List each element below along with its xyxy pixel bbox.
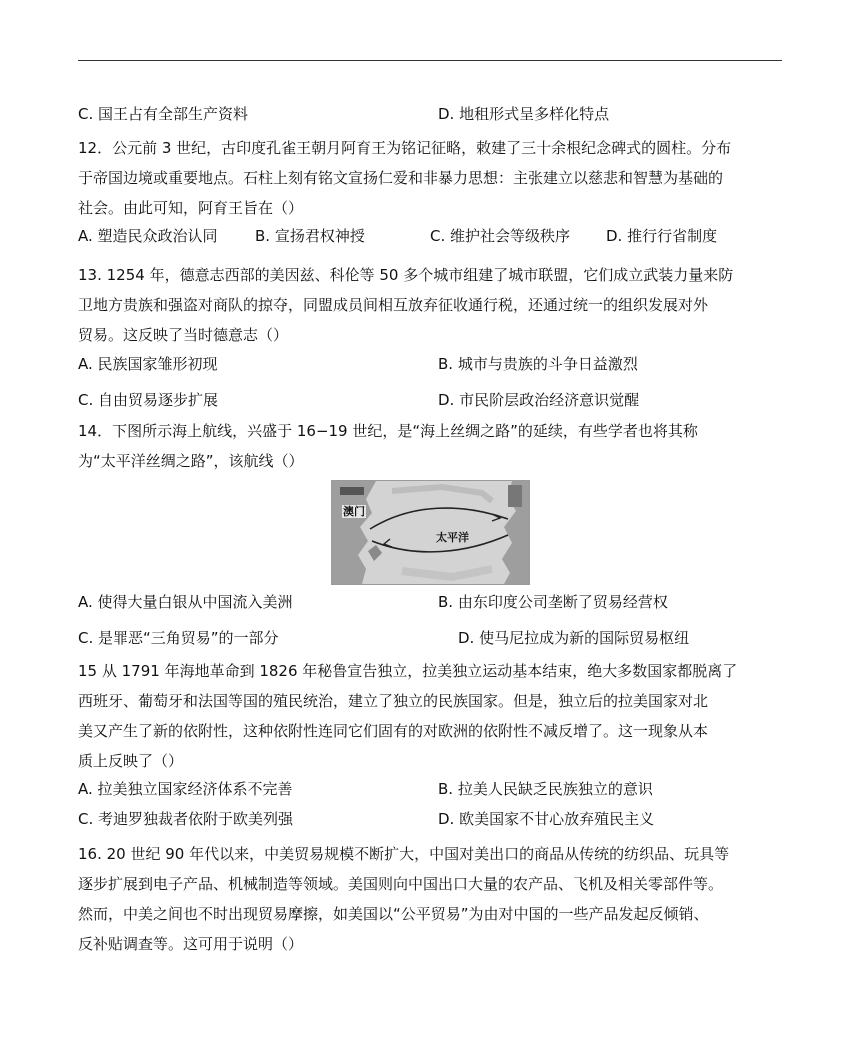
map-label-macau: 澳门 — [343, 505, 365, 518]
q12-option-b: B. 宣扬君权神授 — [255, 227, 365, 245]
q13-option-b: B. 城市与贵族的斗争日益激烈 — [438, 355, 638, 373]
q12-text-line1: 12．公元前 3 世纪，古印度孔雀王朝月阿育王为铭记征略，敕建了三十余根纪念碑式的圆柱。分布 — [78, 139, 732, 157]
q13-option-c: C. 自由贸易逐步扩展 — [78, 391, 219, 409]
q13-option-a: A. 民族国家雏形初现 — [78, 355, 218, 373]
q13-option-d: D. 市民阶层政治经济意识觉醒 — [438, 391, 640, 409]
q15-option-a: A. 拉美独立国家经济体系不完善 — [78, 780, 293, 798]
q12-text-line3: 社会。由此可知，阿育王旨在（） — [78, 199, 304, 217]
q16-text-line2: 逐步扩展到电子产品、机械制造等领域。美国则向中国出口大量的农产品、飞机及相关零部件等。 — [78, 875, 724, 893]
header-rule — [78, 60, 782, 61]
pacific-route-map — [331, 480, 530, 585]
q15-text-line2: 西班牙、葡萄牙和法国等国的殖民统治，建立了独立的民族国家。但是，独立后的拉美国家对北 — [78, 692, 709, 710]
q11-option-c: C. 国王占有全部生产资料 — [78, 105, 249, 123]
q11-option-d: D. 地租形式呈多样化特点 — [438, 105, 610, 123]
q12-text-line2: 于帝国边境或重要地点。石柱上刻有铭文宣扬仁爱和非暴力思想：主张建立以慈悲和智慧为基础的 — [78, 169, 724, 187]
q14-option-a: A. 使得大量白银从中国流入美洲 — [78, 593, 293, 611]
q14-text-line2: 为“太平洋丝绸之路”，该航线（） — [78, 452, 304, 470]
q16-text-line3: 然而，中美之间也不时出现贸易摩擦，如美国以“公平贸易”为由对中国的一些产品发起反倾销、 — [78, 905, 709, 923]
q14-option-b: B. 由东印度公司垄断了贸易经营权 — [438, 593, 668, 611]
q16-text-line4: 反补贴调查等。这可用于说明（） — [78, 935, 304, 953]
q15-option-b: B. 拉美人民缺乏民族独立的意识 — [438, 780, 653, 798]
q15-option-c: C. 考迪罗独裁者依附于欧美列强 — [78, 810, 294, 828]
q15-text-line4: 质上反映了（） — [78, 752, 184, 770]
q13-text-line3: 贸易。这反映了当时德意志（） — [78, 326, 289, 344]
q15-text-line3: 美又产生了新的依附性，这种依附性连同它们固有的对欧洲的依附性不减反增了。这一现象从本 — [78, 722, 709, 740]
q14-option-c: C. 是罪恶“三角贸易”的一部分 — [78, 629, 279, 647]
q15-text-line1: 15 从 1791 年海地革命到 1826 年秘鲁宣告独立，拉美独立运动基本结束，绝大多数国家都脱离了 — [78, 662, 738, 680]
q14-text-line1: 14．下图所示海上航线，兴盛于 16−19 世纪，是“海上丝绸之路”的延续，有些学者也将其称 — [78, 422, 698, 440]
q15-option-d: D. 欧美国家不甘心放弃殖民主义 — [438, 810, 655, 828]
q13-text-line1: 13. 1254 年，德意志西部的美因兹、科伦等 50 多个城市组建了城市联盟，它们成立武装力量来防 — [78, 266, 734, 284]
q12-option-c: C. 维护社会等级秩序 — [430, 227, 571, 245]
q16-text-line1: 16. 20 世纪 90 年代以来，中美贸易规模不断扩大，中国对美出口的商品从传统的纺织品、玩具等 — [78, 845, 730, 863]
map-label-pacific: 太平洋 — [436, 531, 469, 544]
q12-option-a: A. 塑造民众政治认同 — [78, 227, 218, 245]
map-graphic — [332, 481, 529, 584]
q12-option-d: D. 推行行省制度 — [606, 227, 718, 245]
q14-option-d: D. 使马尼拉成为新的国际贸易枢纽 — [458, 629, 690, 647]
q13-text-line2: 卫地方贵族和强盗对商队的掠夺，同盟成员间相互放弃征收通行税，还通过统一的组织发展对外 — [78, 296, 709, 314]
